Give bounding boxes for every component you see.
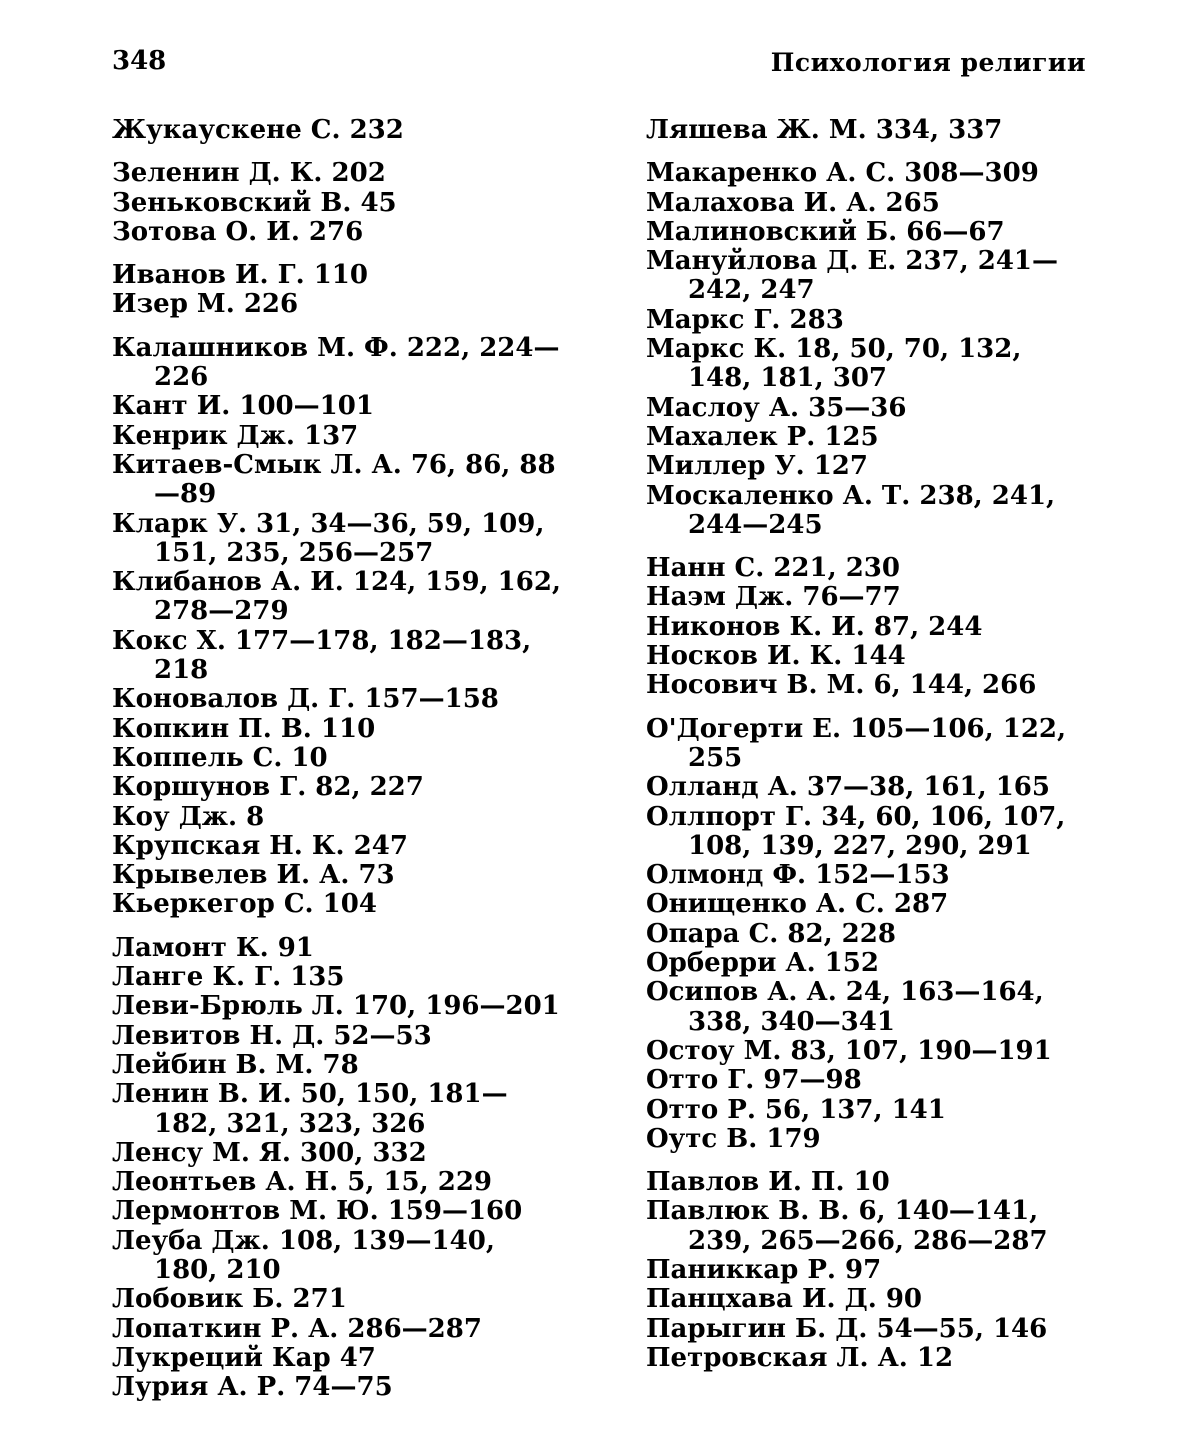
index-entry: Оллпорт Г. 34, 60, 106, 107, 108, 139, 227, 290, 291	[646, 801, 1066, 861]
index-entry: Лермонтов М. Ю. 159—160	[112, 1196, 523, 1227]
index-entry: Коршунов Г. 82, 227	[112, 772, 424, 803]
index-entry: Махалек Р. 125	[646, 421, 879, 452]
letter-group-gap	[646, 540, 1092, 554]
index-entry: Зотова О. И. 276	[112, 216, 364, 247]
index-entry: Мануйлова Д. Е. 237, 241—242, 247	[646, 246, 1059, 306]
index-entry: Маркс К. 18, 50, 70, 132, 148, 181, 307	[646, 334, 1022, 394]
index-entry: Левитов Н. Д. 52—53	[112, 1020, 432, 1051]
index-entry: Носков И. К. 144	[646, 641, 906, 672]
index-entry: Отто Г. 97—98	[646, 1065, 862, 1096]
index-entry: Кокс Х. 177—178, 182—183, 218	[112, 625, 532, 686]
letter-group-gap	[112, 145, 562, 159]
index-column-right	[646, 116, 1092, 1373]
index-entry: Лейбин В. М. 78	[112, 1049, 359, 1080]
index-entry: Москаленко А. Т. 238, 241, 244—245	[646, 480, 1056, 540]
index-entry: Осипов А. А. 24, 163—164, 338, 340—341	[646, 977, 1044, 1037]
index-entry: Лурия А. Р. 74—75	[112, 1372, 393, 1403]
index-entry: Ленин В. И. 50, 150, 181—182, 321, 323, 326	[112, 1079, 508, 1139]
index-entry: Ленсу М. Я. 300, 332	[112, 1137, 427, 1168]
index-entry: Малиновский Б. 66—67	[646, 216, 1005, 247]
index-entry: Панцхава И. Д. 90	[646, 1284, 923, 1315]
index-entry: Изер М. 226	[112, 289, 299, 320]
index-entry: Иванов И. Г. 110	[112, 260, 368, 291]
index-entry: Лопаткин Р. А. 286—287	[112, 1313, 482, 1344]
index-entry: Никонов К. И. 87, 244	[646, 611, 983, 642]
index-entry: Павлов И. П. 10	[646, 1167, 890, 1198]
index-entry: Орберри А. 152	[646, 948, 879, 979]
index-entry: Кенрик Дж. 137	[112, 420, 359, 451]
index-entry: Опара С. 82, 228	[646, 918, 896, 949]
index-entry: Павлюк В. В. 6, 140—141, 239, 265—266, 286—287	[646, 1196, 1048, 1256]
index-entry: Ланге К. Г. 135	[112, 962, 345, 993]
index-entry: Ламонт К. 91	[112, 932, 314, 963]
index-entry: Зеньковский В. 45	[112, 187, 397, 218]
index-entry: Маслоу А. 35—36	[646, 392, 907, 423]
index-entry: О'Догерти Е. 105—106, 122, 255	[646, 713, 1067, 773]
index-entry: Ляшева Ж. М. 334, 337	[646, 115, 1003, 145]
index-column-left	[112, 116, 562, 1402]
index-entry: Лукреций Кар 47	[112, 1342, 376, 1373]
index-entry: Кларк У. 31, 34—36, 59, 109, 151, 235, 256—257	[112, 508, 545, 568]
index-entry: Отто Р. 56, 137, 141	[646, 1094, 946, 1125]
index-entry: Копкин П. В. 110	[112, 713, 376, 744]
index-entry: Паниккар Р. 97	[646, 1254, 882, 1285]
running-title: Психология религии	[770, 48, 1086, 77]
index-entry: Леви-Брюль Л. 170, 196—201	[112, 991, 560, 1022]
letter-group-gap	[112, 247, 562, 261]
index-entry: Кант И. 100—101	[112, 391, 374, 422]
index-entry: Коу Дж. 8	[112, 801, 265, 832]
index-entry: Китаев-Смык Л. А. 76, 86, 88—89	[112, 449, 556, 510]
index-entry: Миллер У. 127	[646, 451, 868, 482]
index-entry: Жукаускене С. 232	[112, 115, 404, 145]
index-entry: Зеленин Д. К. 202	[112, 158, 386, 189]
index-entry: Олмонд Ф. 152—153	[646, 860, 950, 891]
index-entry: Олланд А. 37—38, 161, 165	[646, 772, 1050, 803]
index-entry: Клибанов А. И. 124, 159, 162, 278—279	[112, 567, 561, 627]
index-entry: Макаренко А. С. 308—309	[646, 158, 1039, 189]
page-number: 348	[112, 46, 167, 76]
index-entry: Крупская Н. К. 247	[112, 830, 408, 861]
index-entry: Коппель С. 10	[112, 742, 328, 773]
index-entry: Малахова И. А. 265	[646, 187, 940, 218]
index-entry: Носович В. М. 6, 144, 266	[646, 670, 1037, 701]
index-entry: Наэм Дж. 76—77	[646, 582, 901, 613]
index-entry: Леуба Дж. 108, 139—140, 180, 210	[112, 1225, 495, 1285]
index-entry: Кьеркегор С. 104	[112, 889, 377, 920]
letter-group-gap	[112, 920, 562, 934]
index-entry: Коновалов Д. Г. 157—158	[112, 684, 499, 715]
index-entry: Крывелев И. А. 73	[112, 860, 395, 891]
index-entry: Нанн С. 221, 230	[646, 553, 900, 584]
index-entry: Петровская Л. А. 12	[646, 1342, 954, 1373]
letter-group-gap	[646, 1154, 1092, 1168]
letter-group-gap	[646, 145, 1092, 159]
index-entry: Остоу М. 83, 107, 190—191	[646, 1035, 1052, 1066]
index-entry: Лобовик Б. 271	[112, 1284, 347, 1315]
index-entry: Калашников М. Ф. 222, 224—226	[112, 332, 560, 393]
index-entry: Онищенко А. С. 287	[646, 889, 949, 920]
index-entry: Парыгин Б. Д. 54—55, 146	[646, 1313, 1048, 1344]
index-entry: Маркс Г. 283	[646, 304, 844, 335]
index-entry: Леонтьев А. Н. 5, 15, 229	[112, 1167, 493, 1198]
index-entry: Оутс В. 179	[646, 1123, 821, 1154]
letter-group-gap	[112, 320, 562, 334]
letter-group-gap	[646, 701, 1092, 715]
